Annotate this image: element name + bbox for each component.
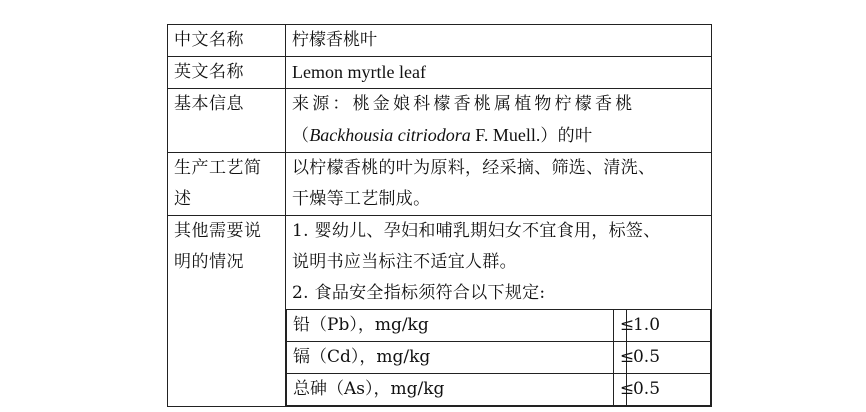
indicator-row xyxy=(287,310,711,342)
latin-author: F. Muell. xyxy=(470,125,541,145)
label-chinese-name: 中文名称 xyxy=(168,25,286,57)
indicator-op: ≤ xyxy=(613,310,626,342)
value-english-name: Lemon myrtle leaf xyxy=(286,57,712,89)
value-basic-info xyxy=(286,89,712,153)
indicator-value: 0.5 xyxy=(626,342,710,374)
indicator-op: ≤ xyxy=(613,342,626,374)
process-line1: 以柠檬香桃的叶为原料，经采摘、筛选、清洗、 xyxy=(292,158,656,178)
indicator-row xyxy=(287,342,711,374)
indicator-op: ≤ xyxy=(613,374,626,406)
row-chinese-name xyxy=(168,25,712,57)
indicator-table xyxy=(286,309,711,406)
row-other-notes xyxy=(168,216,712,407)
indicator-row xyxy=(287,374,711,406)
process-line2: 干燥等工艺制成。 xyxy=(292,189,431,209)
indicator-name: 铅（Pb），mg/kg xyxy=(287,310,614,342)
row-english-name xyxy=(168,57,712,89)
paren-open: （ xyxy=(292,126,310,146)
indicator-name: 总砷（As），mg/kg xyxy=(287,374,614,406)
label-other-notes xyxy=(168,216,286,407)
indicator-value: 1.0 xyxy=(626,310,710,342)
label-process-line1: 生产工艺简 xyxy=(174,158,262,178)
note1-line1: 1. 婴幼儿、孕妇和哺乳期妇女不宜食用，标签、 xyxy=(292,221,661,241)
basic-info-line1: 来源：桃金娘科檬香桃属植物柠檬香桃 xyxy=(292,94,636,114)
paren-close: ）的叶 xyxy=(540,126,593,146)
row-process xyxy=(168,153,712,216)
label-english-name: 英文名称 xyxy=(168,57,286,89)
label-other-line1: 其他需要说 xyxy=(174,221,262,241)
spec-table xyxy=(167,24,712,407)
value-chinese-name: 柠檬香桃叶 xyxy=(286,25,712,57)
label-process-line2: 述 xyxy=(174,189,192,209)
basic-info-line2 xyxy=(292,120,705,152)
indicator-name: 镉（Cd），mg/kg xyxy=(287,342,614,374)
value-other-notes xyxy=(286,216,712,407)
indicator-value: 0.5 xyxy=(626,374,710,406)
latin-name: Backhousia citriodora xyxy=(309,125,471,145)
label-process xyxy=(168,153,286,216)
row-basic-info xyxy=(168,89,712,153)
note1-line2: 说明书应当标注不适宜人群。 xyxy=(292,252,517,272)
note2: 2. 食品安全指标须符合以下规定: xyxy=(292,283,546,303)
value-process xyxy=(286,153,712,216)
label-other-line2: 明的情况 xyxy=(174,252,244,272)
label-basic-info: 基本信息 xyxy=(168,89,286,153)
